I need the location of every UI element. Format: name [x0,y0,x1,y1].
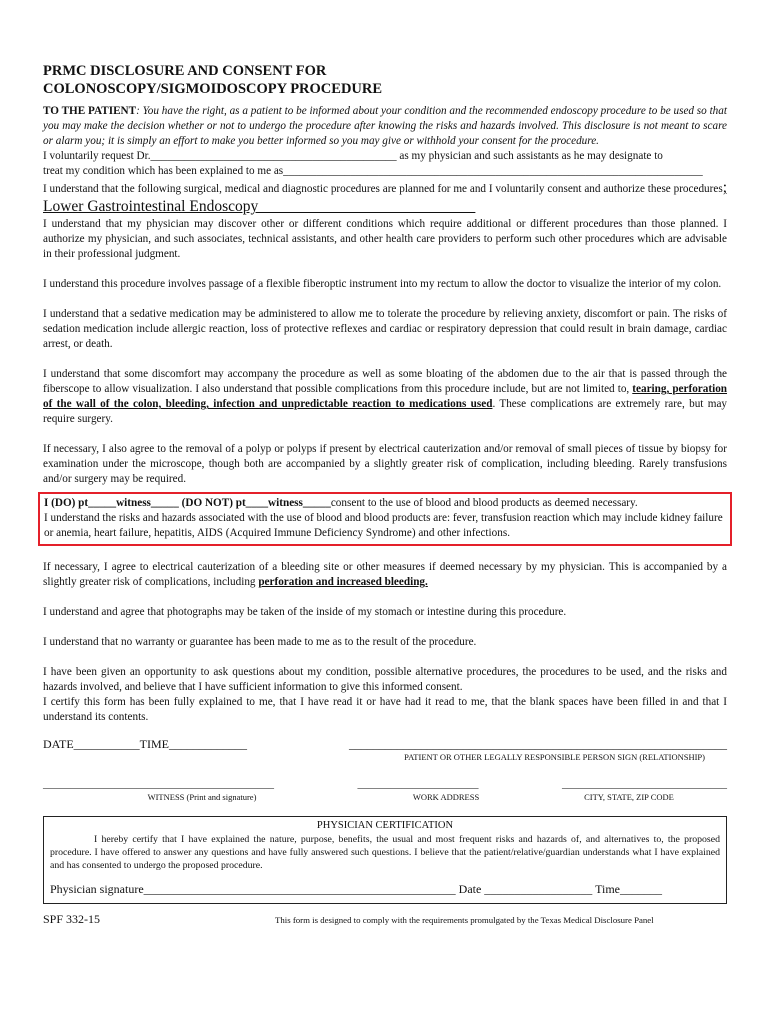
intro-paragraph [43,104,727,149]
photos-paragraph: I understand and agree that photographs may be taken of the inside of my stomach or intestine during this procedure. [43,606,567,618]
warranty-paragraph: I understand that no warranty or guarantee has been made to me as to the result of the procedure. [43,636,477,648]
polyp-paragraph: If necessary, I also agree to the removal of a polyp or polyps if present by electrical cauterization and/or removal of small pieces of tissue by biopsy for examination under the microscope, though both are accompanied by a slightly greater risk of complication, including bleeding. Rarely transfusions and/or surgery may be required. [43,443,727,485]
physician-signature-field[interactable]: Physician signature____________________________________________________ Date __________________ Time_______ [50,882,662,896]
condition-line[interactable]: treat my condition which has been explained to me as___________________________________________________________________________ [43,165,703,177]
patient-signature-field[interactable]: _______________________________________________________________ [349,737,727,751]
witness-captions [43,792,727,802]
questions-paragraph: I have been given an opportunity to ask questions about my condition, possible alternative procedures, the procedures to be used, and the risks and hazards involved, and believe that I have sufficient information to give this informed consent. [43,666,727,693]
witness-row [43,778,727,790]
blood-consent-box [38,492,732,546]
city-state-zip-field[interactable]: ______________________________ [562,778,727,790]
form-title-line1: PRMC DISCLOSURE AND CONSENT FOR [43,63,327,79]
consent-form [43,62,727,927]
certify-paragraph: I certify this form has been fully explained to me, that I have read it or have had it read to me, that the blank spaces have been filled in and that I understand its contents. [43,696,727,723]
blood-consent-options[interactable]: I (DO) pt_____witness_____ (DO NOT) pt____witness_____ [44,497,331,509]
discover-paragraph: I understand that my physician may discover other or different conditions which require additional or different procedures than those planned. I authorize my physician, and such associates, technical assistants, and other health care providers to perform such other procedures which are advisable in their professional judgment. [43,218,727,260]
form-footer [43,912,727,927]
procedure-name: ; Lower Gastrointestinal Endoscopy____________________________ [43,179,727,215]
witness-caption: WITNESS (Print and signature) [147,792,257,802]
intro-text: : You have the right, as a patient to be informed about your condition and the recommended endoscopy procedure to be used so that you may make the decision whether or not to undergo the procedure after knowing the risks and hazards involved. This disclosure is not meant to scare or alarm you; it is simply an effort to make you better informed so you may give or withhold your consent for the procedure. [43,105,727,147]
physician-certification-box [43,816,727,904]
discomfort-text: I understand that some discomfort may accompany the procedure as well as some bloating of the abdomen due to the air that is passed through the fiberscope to allow visualization. I also understand that possible complications from this procedure include, but are not limited to, [43,368,727,395]
blood-risks: I understand the risks and hazards associated with the use of blood and blood products are: fever, transfusion reaction which may include kidney failure or anemia, heart failure, hepatitis, AIDS (Acquired Immune Deficiency Syndrome) and other infections. [44,512,723,539]
cauterize-paragraph [43,560,727,590]
procedures-text: I understand that the following surgical, medical and diagnostic procedures are planned for me and I voluntarily consent and authorize these procedures [43,183,723,195]
form-title-line2: COLONOSCOPY/SIGMOIDOSCOPY PROCEDURE [43,81,383,97]
work-address-caption: WORK ADDRESS [412,792,480,802]
date-time-field[interactable]: DATE___________TIME_____________ [43,737,247,751]
cauterize-risk: perforation and increased bleeding. [258,576,428,588]
form-code: SPF 332-15 [43,912,101,926]
certification-text: I hereby certify that I have explained the nature, purpose, benefits, the usual and most frequent risks and hazards of, and alternatives to, the proposed procedure. I have offered to answer any questions and have fully answered such questions. I believe that the patient/relative/guardian understands what I have explained and has consented to undergo the proposed procedure. [50,834,720,871]
work-address-field[interactable]: ______________________ [357,778,479,790]
passage-paragraph: I understand this procedure involves passage of a flexible fiberoptic instrument into my rectum to allow the doctor to visualize the interior of my colon. [43,278,722,290]
discomfort-text-end: . These complications are extremely rare, but may require surgery. [43,398,727,425]
blood-consent-text: consent to the use of blood and blood products as deemed necessary. [330,497,638,509]
procedures-paragraph [43,179,727,217]
blood-consent-line[interactable] [44,496,726,511]
intro-label: TO THE PATIENT [43,105,137,117]
cauterize-text: If necessary, I agree to electrical cauterization of a bleeding site or other measures if deemed necessary by my physician. This is accompanied by a slightly greater risk of complications, including [43,561,727,588]
sedative-paragraph: I understand that a sedative medication may be administered to allow me to tolerate the procedure by relieving anxiety, discomfort or pain. The risks of sedation medication include allergic reaction, loss of protective reflexes and cardiac or respiratory depression that could result in brain damage, cardiac arrest, or death. [43,308,727,350]
certification-title: PHYSICIAN CERTIFICATION [316,820,454,831]
witness-field[interactable]: __________________________________________ [43,778,274,790]
city-caption: CITY, STATE, ZIP CODE [584,792,674,802]
physician-request-line[interactable]: I voluntarily request Dr.____________________________________________ as my physician and such assistants as he may designate to [43,150,663,162]
complications-list: tearing, perforation of the wall of the colon, bleeding, infection and unpredictable reaction to medications used [43,383,728,410]
footer-note: This form is designed to comply with the requirements promulgated by the Texas Medical Disclosure Panel [275,915,654,925]
patient-signature-caption: PATIENT OR OTHER LEGALLY RESPONSIBLE PERSON SIGN (RELATIONSHIP) [404,752,705,762]
patient-signature-row [43,737,727,752]
discomfort-paragraph [43,367,727,427]
